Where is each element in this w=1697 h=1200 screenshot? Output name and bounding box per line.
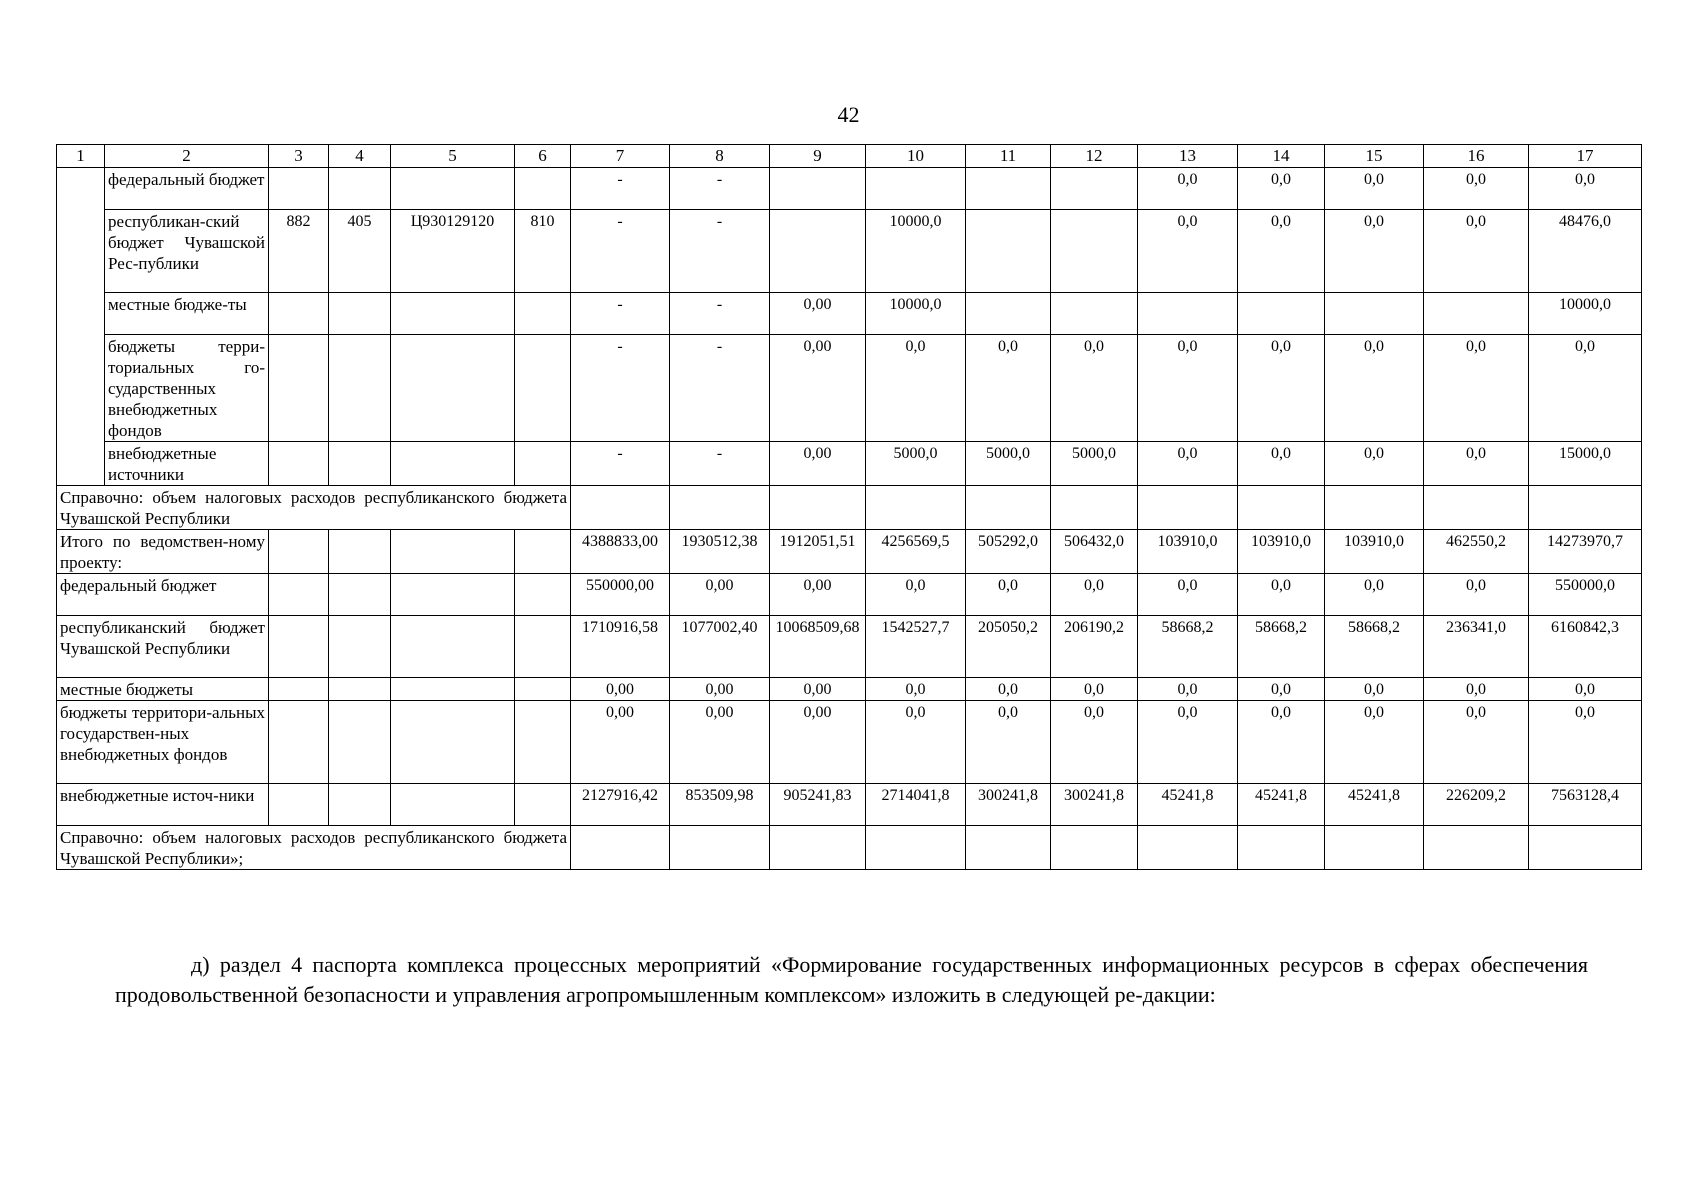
column-header: 14 [1238,145,1325,168]
value-cell: 5000,0 [966,442,1051,486]
row-label: бюджеты территори-альных государствен-ных внебюджетных фондов [57,701,269,784]
reference-label: Справочно: объем налоговых расходов республиканского бюджета Чувашской Республики [57,486,571,530]
page-number: 42 [837,102,860,127]
empty-cell [1051,486,1138,530]
empty-cell [1238,486,1325,530]
value-cell [1138,293,1238,335]
empty-cell [391,784,515,826]
value-cell [1325,293,1424,335]
empty-cell [1529,826,1642,870]
value-cell: 0,0 [1138,335,1238,442]
code-cell [269,293,329,335]
value-cell: 0,0 [1325,210,1424,293]
row-label: республиканский бюджет Чувашской Республики [57,616,269,678]
column-header: 11 [966,145,1051,168]
value-cell: 45241,8 [1325,784,1424,826]
empty-cell [329,678,391,701]
code-cell [391,335,515,442]
value-cell: 1077002,40 [670,616,770,678]
value-cell: 58668,2 [1138,616,1238,678]
value-cell: 10000,0 [866,293,966,335]
empty-cell [391,701,515,784]
value-cell: 0,00 [770,678,866,701]
value-cell: 0,0 [1051,335,1138,442]
table-row [57,210,1642,293]
value-cell: 1542527,7 [866,616,966,678]
column-header: 17 [1529,145,1642,168]
value-cell: 0,0 [1424,335,1529,442]
value-cell: 0,00 [670,678,770,701]
value-cell: 4388833,00 [571,530,670,574]
value-cell: 48476,0 [1529,210,1642,293]
row-label: федеральный бюджет [57,574,269,616]
value-cell [770,168,866,210]
value-cell: 505292,0 [966,530,1051,574]
value-cell: 0,0 [1238,210,1325,293]
value-cell: - [571,168,670,210]
value-cell: - [670,210,770,293]
table-row [57,293,1642,335]
empty-cell [391,530,515,574]
value-cell: 0,0 [1238,442,1325,486]
table-row [57,701,1642,784]
column-header: 12 [1051,145,1138,168]
value-cell: 0,0 [1138,168,1238,210]
value-cell: 0,0 [1238,335,1325,442]
value-cell: 103910,0 [1238,530,1325,574]
row-label: бюджеты терри-ториальных го-сударственных внебюджетных фондов [105,335,269,442]
row-label: Итого по ведомствен-ному проекту: [57,530,269,574]
value-cell: 0,0 [1529,701,1642,784]
value-cell: 0,0 [1051,574,1138,616]
value-cell: 0,00 [571,678,670,701]
empty-cell [571,486,670,530]
empty-cell [1325,486,1424,530]
table-row [57,678,1642,701]
value-cell: 0,0 [1138,574,1238,616]
value-cell: 0,0 [1238,678,1325,701]
value-cell: 7563128,4 [1529,784,1642,826]
value-cell [866,168,966,210]
empty-cell [515,574,571,616]
value-cell: 0,0 [866,701,966,784]
row-label: республикан-ский бюджет Чувашской Рес-публики [105,210,269,293]
value-cell: 0,0 [966,701,1051,784]
value-cell: 0,00 [670,701,770,784]
empty-cell [269,574,329,616]
code-cell [391,168,515,210]
value-cell: 0,0 [1138,701,1238,784]
table-row [57,335,1642,442]
empty-cell [329,616,391,678]
table-row [57,530,1642,574]
column-header: 9 [770,145,866,168]
value-cell: - [571,210,670,293]
empty-cell [269,530,329,574]
value-cell: - [571,293,670,335]
value-cell [770,210,866,293]
value-cell: 0,00 [770,574,866,616]
value-cell: 0,0 [1325,678,1424,701]
value-cell: 0,00 [770,701,866,784]
value-cell: 45241,8 [1238,784,1325,826]
empty-cell [329,530,391,574]
value-cell: 550000,00 [571,574,670,616]
empty-cell [391,678,515,701]
code-cell [515,335,571,442]
column-header: 7 [571,145,670,168]
empty-cell [269,701,329,784]
value-cell [1424,293,1529,335]
value-cell: 0,0 [866,335,966,442]
value-cell: - [670,442,770,486]
value-cell: 0,00 [770,442,866,486]
empty-cell [966,826,1051,870]
value-cell: 0,0 [1238,574,1325,616]
value-cell: 0,0 [866,678,966,701]
value-cell: - [571,335,670,442]
value-cell: 2714041,8 [866,784,966,826]
value-cell: 0,00 [571,701,670,784]
value-cell: 10000,0 [866,210,966,293]
row-label: федеральный бюджет [105,168,269,210]
value-cell: 103910,0 [1325,530,1424,574]
value-cell: 0,00 [770,335,866,442]
value-cell: 0,0 [1051,701,1138,784]
value-cell: 550000,0 [1529,574,1642,616]
value-cell: 853509,98 [670,784,770,826]
code-cell [329,293,391,335]
code-cell [269,442,329,486]
empty-cell [1238,826,1325,870]
empty-cell [866,826,966,870]
value-cell: 58668,2 [1238,616,1325,678]
value-cell: 14273970,7 [1529,530,1642,574]
code-cell [269,168,329,210]
value-cell: 0,0 [1424,678,1529,701]
code-cell [515,442,571,486]
empty-cell [1325,826,1424,870]
column-header: 1 [57,145,105,168]
value-cell: 0,0 [1238,168,1325,210]
empty-cell [770,826,866,870]
table-row [57,616,1642,678]
value-cell: 103910,0 [1138,530,1238,574]
value-cell: 2127916,42 [571,784,670,826]
table-body [57,168,1642,870]
value-cell: 10000,0 [1529,293,1642,335]
value-cell: 6160842,3 [1529,616,1642,678]
value-cell: 5000,0 [1051,442,1138,486]
value-cell: - [670,293,770,335]
empty-cell [571,826,670,870]
table-row [57,168,1642,210]
value-cell: 0,0 [1325,335,1424,442]
value-cell: 0,0 [866,574,966,616]
value-cell: 0,0 [966,678,1051,701]
empty-cell [1424,486,1529,530]
value-cell: 0,0 [1325,701,1424,784]
column-header: 15 [1325,145,1424,168]
table-row [57,784,1642,826]
value-cell: 0,00 [670,574,770,616]
row-label: внебюджетные источ-ники [57,784,269,826]
value-cell [966,210,1051,293]
value-cell: 0,0 [1529,168,1642,210]
header-row [57,145,1642,168]
value-cell: 0,0 [1424,210,1529,293]
value-cell: 0,0 [1424,701,1529,784]
column-header: 10 [866,145,966,168]
value-cell: - [571,442,670,486]
value-cell: 4256569,5 [866,530,966,574]
value-cell: 0,0 [1424,442,1529,486]
value-cell [1238,293,1325,335]
value-cell: 1912051,51 [770,530,866,574]
value-cell: 15000,0 [1529,442,1642,486]
value-cell [966,293,1051,335]
value-cell: 300241,8 [966,784,1051,826]
empty-cell [391,574,515,616]
code-cell: Ц930129120 [391,210,515,293]
value-cell: 236341,0 [1424,616,1529,678]
value-cell: 1710916,58 [571,616,670,678]
code-cell [269,335,329,442]
code-cell [329,168,391,210]
value-cell: - [670,335,770,442]
value-cell: 0,00 [770,293,866,335]
reference-row [57,826,1642,870]
value-cell: 0,0 [1138,442,1238,486]
column-header: 3 [269,145,329,168]
value-cell: 0,0 [1325,442,1424,486]
code-cell: 882 [269,210,329,293]
value-cell: - [670,168,770,210]
row-number-cell [57,168,105,486]
column-header: 5 [391,145,515,168]
code-cell: 810 [515,210,571,293]
row-label: внебюджетные источники [105,442,269,486]
code-cell [329,442,391,486]
empty-cell [329,574,391,616]
body-paragraph: д) раздел 4 паспорта комплекса процессных мероприятий «Формирование государственных информационных ресурсов в сферах обеспечения продовольственной безопасности и управления агропромышленным комплексом» изложить в следующей ре-дакции: [115,952,1588,1007]
value-cell: 0,0 [1529,678,1642,701]
code-cell [391,442,515,486]
budget-table [56,144,1642,870]
empty-cell [515,616,571,678]
value-cell: 226209,2 [1424,784,1529,826]
empty-cell [515,701,571,784]
empty-cell [670,826,770,870]
value-cell: 205050,2 [966,616,1051,678]
empty-cell [670,486,770,530]
empty-cell [1529,486,1642,530]
row-label: местные бюдже-ты [105,293,269,335]
code-cell: 405 [329,210,391,293]
value-cell: 0,0 [1424,574,1529,616]
value-cell: 905241,83 [770,784,866,826]
value-cell: 0,0 [1051,678,1138,701]
value-cell [1051,293,1138,335]
empty-cell [269,784,329,826]
empty-cell [1138,826,1238,870]
empty-cell [1424,826,1529,870]
empty-cell [1051,826,1138,870]
value-cell: 0,0 [966,574,1051,616]
column-header: 2 [105,145,269,168]
code-cell [329,335,391,442]
row-label: местные бюджеты [57,678,269,701]
column-header: 16 [1424,145,1529,168]
empty-cell [269,616,329,678]
code-cell [391,293,515,335]
value-cell: 0,0 [1238,701,1325,784]
value-cell: 206190,2 [1051,616,1138,678]
empty-cell [391,616,515,678]
value-cell: 0,0 [1325,574,1424,616]
table-row [57,442,1642,486]
value-cell [1051,168,1138,210]
value-cell: 462550,2 [1424,530,1529,574]
empty-cell [1138,486,1238,530]
value-cell: 1930512,38 [670,530,770,574]
table-row [57,574,1642,616]
value-cell: 0,0 [966,335,1051,442]
value-cell: 0,0 [1325,168,1424,210]
value-cell: 300241,8 [1051,784,1138,826]
value-cell: 506432,0 [1051,530,1138,574]
value-cell: 0,0 [1424,168,1529,210]
value-cell: 0,0 [1138,210,1238,293]
code-cell [515,293,571,335]
value-cell: 58668,2 [1325,616,1424,678]
empty-cell [515,678,571,701]
column-header: 13 [1138,145,1238,168]
value-cell [1051,210,1138,293]
empty-cell [966,486,1051,530]
column-header: 8 [670,145,770,168]
value-cell: 0,0 [1138,678,1238,701]
value-cell: 5000,0 [866,442,966,486]
column-header: 4 [329,145,391,168]
reference-label: Справочно: объем налоговых расходов республиканского бюджета Чувашской Республики»; [57,826,571,870]
value-cell: 45241,8 [1138,784,1238,826]
empty-cell [515,530,571,574]
empty-cell [329,701,391,784]
column-header: 6 [515,145,571,168]
empty-cell [269,678,329,701]
value-cell: 10068509,68 [770,616,866,678]
value-cell [966,168,1051,210]
empty-cell [329,784,391,826]
value-cell: 0,0 [1529,335,1642,442]
empty-cell [866,486,966,530]
reference-row [57,486,1642,530]
empty-cell [515,784,571,826]
empty-cell [770,486,866,530]
code-cell [515,168,571,210]
